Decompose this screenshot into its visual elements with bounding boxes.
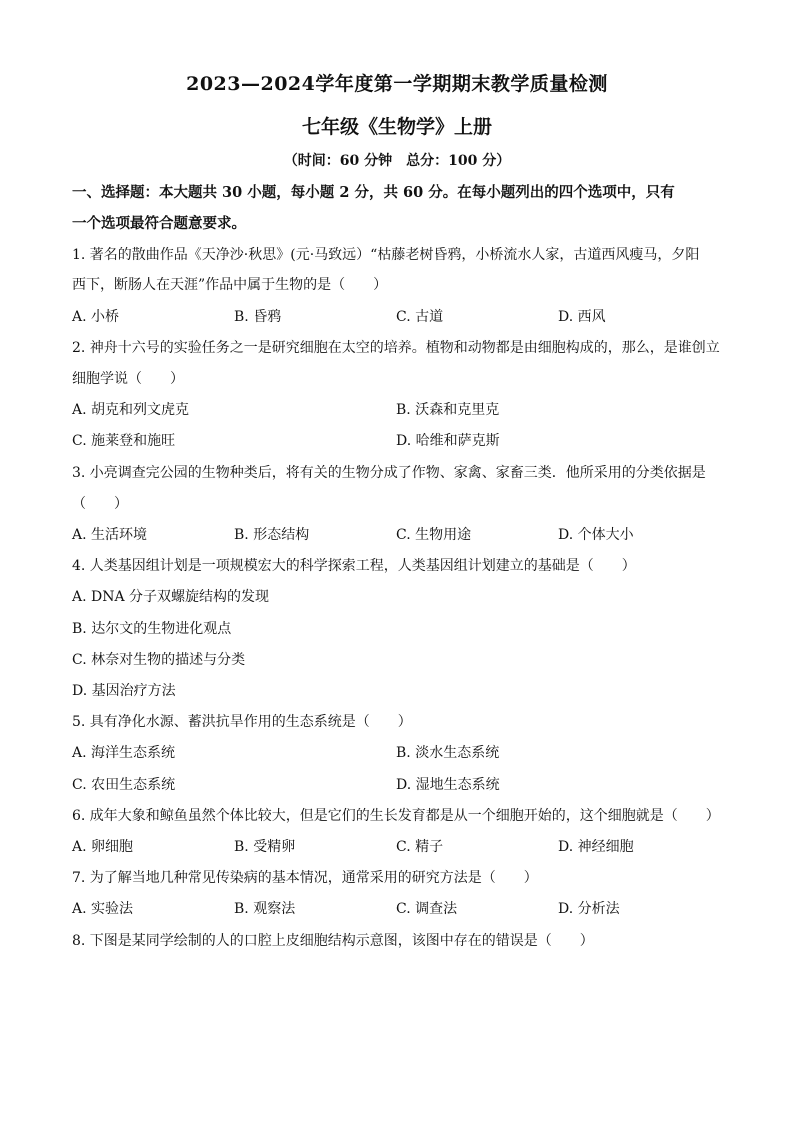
question-8-line-1: 8. 下图是某同学绘制的人的口腔上皮细胞结构示意图，该图中存在的错误是（ ） xyxy=(72,933,594,949)
question-4-option-d: D. 基因治疗方法 xyxy=(72,683,176,699)
question-7-option-a: A. 实验法 xyxy=(72,901,134,917)
question-3-option-b: B. 形态结构 xyxy=(234,527,310,543)
question-6-option-b: B. 受精卵 xyxy=(234,839,296,855)
question-1-line-2: 西下，断肠人在天涯”作品中属于生物的是（ ） xyxy=(72,277,388,293)
question-7-option-c: C. 调查法 xyxy=(396,901,458,917)
question-4-option-a: A. DNA 分子双螺旋结构的发现 xyxy=(72,589,270,605)
question-2-line-2: 细胞学说（ ） xyxy=(72,371,184,387)
question-3-option-a: A. 生活环境 xyxy=(72,527,148,543)
question-5-option-d: D. 湿地生态系统 xyxy=(396,777,500,793)
question-2-option-a: A. 胡克和列文虎克 xyxy=(72,402,190,418)
question-5-option-b: B. 淡水生态系统 xyxy=(396,745,500,761)
question-2-line-1: 2. 神舟十六号的实验任务之一是研究细胞在太空的培养。植物和动物都是由细胞构成的，那么，是谁创立 xyxy=(72,340,720,356)
section-heading-line-1: 一、选择题：本大题共 30 小题，每小题 2 分，共 60 分。在每小题列出的四个选项中，只有 xyxy=(72,184,675,201)
exam-title: 2023—2024学年度第一学期期末教学质量检测 xyxy=(186,73,608,95)
question-5-option-a: A. 海洋生态系统 xyxy=(72,745,176,761)
question-5-line-1: 5. 具有净化水源、蓄洪抗旱作用的生态系统是（ ） xyxy=(72,714,412,730)
question-3-option-c: C. 生物用途 xyxy=(396,527,472,543)
question-2-option-b: B. 沃森和克里克 xyxy=(396,402,500,418)
section-heading xyxy=(72,177,732,239)
question-4-option-b: B. 达尔文的生物进化观点 xyxy=(72,621,232,637)
question-5-option-c: C. 农田生态系统 xyxy=(72,777,176,793)
question-4-option-c: C. 林奈对生物的描述与分类 xyxy=(72,652,246,668)
question-6-option-c: C. 精子 xyxy=(396,839,444,855)
question-1-option-c: C. 古道 xyxy=(396,309,444,325)
question-7-line-1: 7. 为了解当地几种常见传染病的基本情况，通常采用的研究方法是（ ） xyxy=(72,870,538,886)
question-4-line-1: 4. 人类基因组计划是一项规模宏大的科学探索工程，人类基因组计划建立的基础是（ ） xyxy=(72,558,636,574)
question-6-line-1: 6. 成年大象和鲸鱼虽然个体比较大，但是它们的生长发育都是从一个细胞开始的，这个细胞就是（ ） xyxy=(72,808,720,824)
question-1-option-b: B. 昏鸦 xyxy=(234,309,282,325)
question-7-option-d: D. 分析法 xyxy=(558,901,620,917)
exam-subtitle: 七年级《生物学》上册 xyxy=(301,116,492,138)
question-1-option-d: D. 西风 xyxy=(558,309,606,325)
question-2-option-c: C. 施莱登和施旺 xyxy=(72,433,176,449)
question-1-line-1: 1. 著名的散曲作品《天净沙·秋思》(元·马致远）“枯藤老树昏鸦，小桥流水人家，古道西风瘦马，夕阳 xyxy=(72,247,700,263)
question-7-option-b: B. 观察法 xyxy=(234,901,296,917)
question-6-option-d: D. 神经细胞 xyxy=(558,839,634,855)
exam-time-info: （时间：60 分钟 总分：100 分） xyxy=(283,153,511,169)
question-3-option-d: D. 个体大小 xyxy=(558,527,634,543)
question-6-option-a: A. 卵细胞 xyxy=(72,839,134,855)
question-1-option-a: A. 小桥 xyxy=(72,309,120,325)
question-3-line-1: 3. 小亮调查完公园的生物种类后，将有关的生物分成了作物、家禽、家畜三类．他所采用的分类依据是 xyxy=(72,465,706,481)
section-heading-line-2: 一个选项最符合题意要求。 xyxy=(72,215,246,232)
question-3-line-2: （ ） xyxy=(72,496,128,512)
question-2-option-d: D. 哈维和萨克斯 xyxy=(396,433,500,449)
